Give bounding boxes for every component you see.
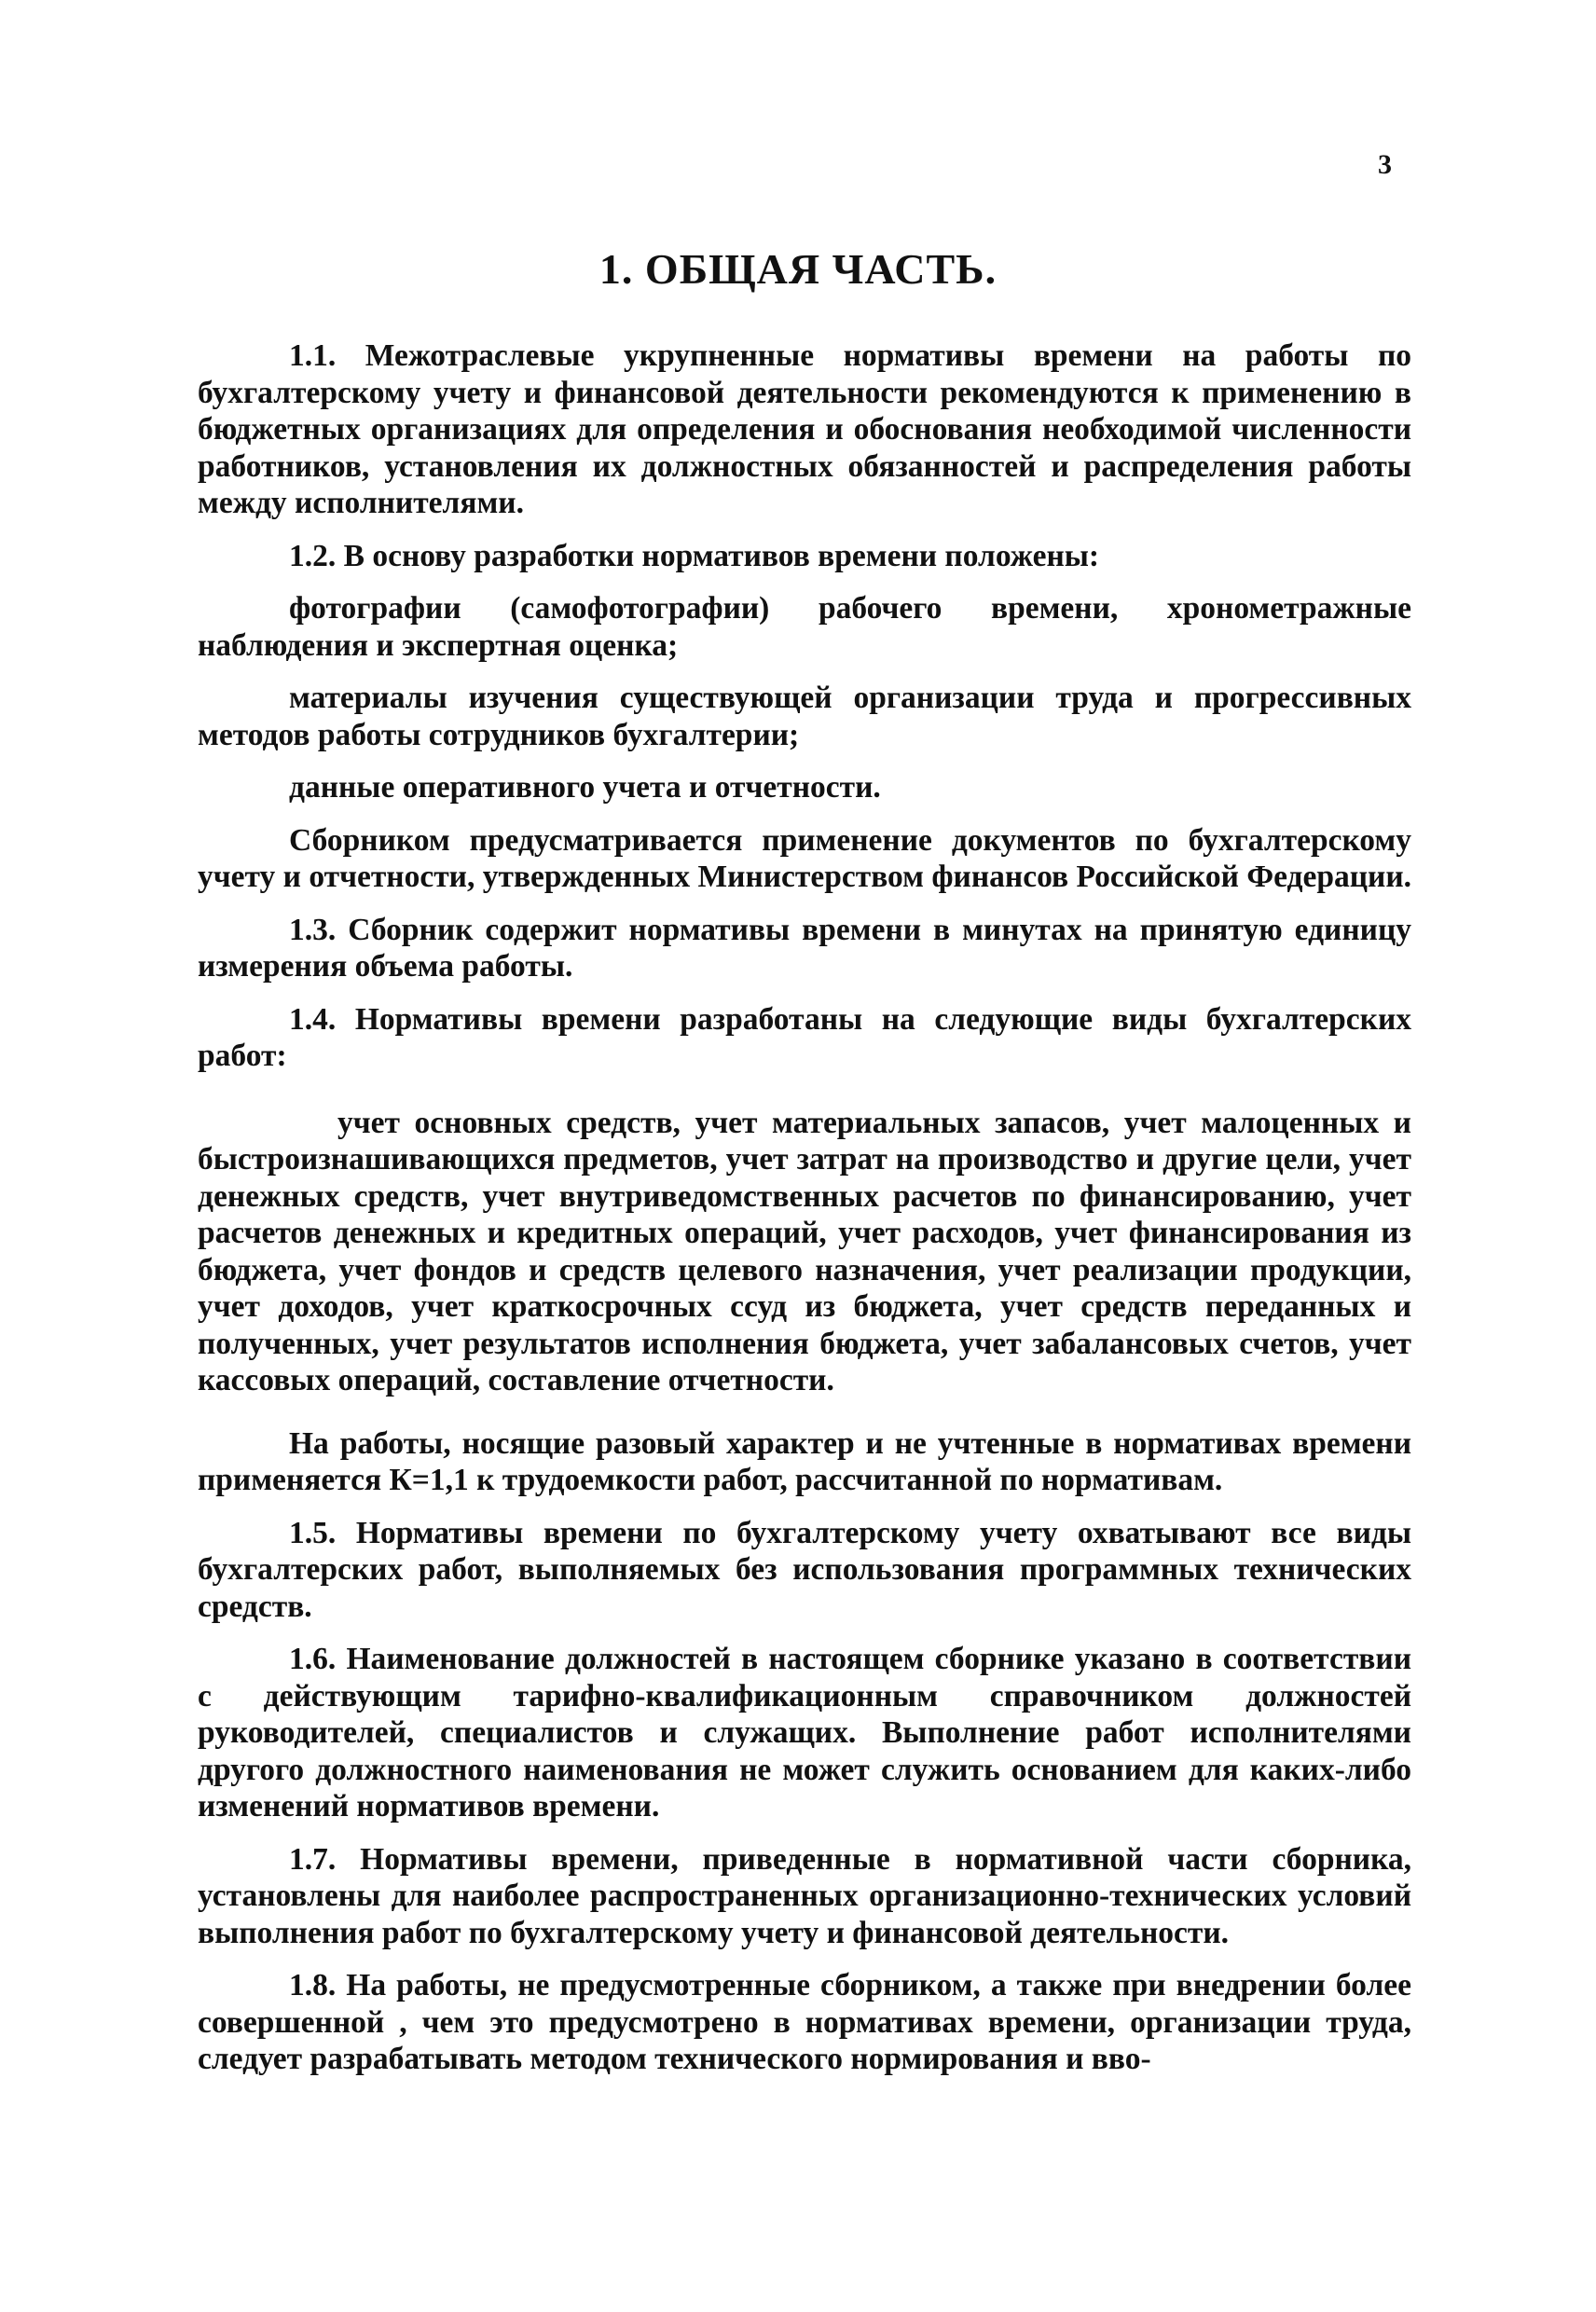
section-heading: 1. ОБЩАЯ ЧАСТЬ. — [598, 245, 998, 293]
paragraph-collection-docs: Сборником предусматривается применение документов по бухгалтерскому учету и отчетности, утвержденных Министерством финансов Российской Федерации. — [198, 822, 1412, 894]
paragraph-1-1: 1.1. Межотраслевые укрупненные нормативы времени на работы по бухгалтерскому учету и финансовой деятельности рекомендуются к применению в бюджетных организациях для определения и обоснования необходимой численности работников, установления их должностных обязанностей и распределения работы между исполнителями. — [198, 338, 1411, 520]
body-text — [198, 337, 1411, 2094]
paragraph-1-2-photos: фотографии (самофотографии) рабочего времени, хронометражные наблюдения и экспертная оценка; — [198, 591, 1411, 663]
paragraph-1-2: 1.2. В основу разработки нормативов времени положены: — [289, 538, 1100, 573]
paragraph-1-8: 1.8. На работы, не предусмотренные сборником, а также при внедрении более совершенной , чем это предусмотрено в нормативах времени, организации труда, следует разрабатывать методом технического нормирования и вво- — [198, 1968, 1411, 2076]
paragraph-one-time-work: На работы, носящие разовый характер и не учтенные в нормативах времени применяется К=1,1 к трудоемкости работ, рассчитанной по нормативам. — [198, 1425, 1411, 1497]
paragraph-1-4: 1.4. Нормативы времени разработаны на следующие виды бухгалтерских работ: — [198, 1001, 1411, 1073]
paragraph-1-2-data: данные оперативного учета и отчетности. — [289, 770, 881, 805]
paragraph-1-3: 1.3. Сборник содержит нормативы времени в минутах на принятую единицу измерения объема работы. — [198, 912, 1411, 984]
paragraph-1-6: 1.6. Наименование должностей в настоящем сборнике указано в соответствии с действующим тарифно-квалификационным справочником должностей руководителей, специалистов и служащих. Выполнение работ исполнителями другого должностного наименования не может служить основанием для каких-либо изменений нормативов времени. — [198, 1642, 1411, 1823]
paragraph-1-5: 1.5. Нормативы времени по бухгалтерскому учету охватывают все виды бухгалтерских работ, выполняемых без использования программных технических средств. — [198, 1515, 1411, 1624]
paragraph-1-4-list: учет основных средств, учет материальных запасов, учет малоценных и быстроизнашивающихся предметов, учет затрат на производство и другие цели, учет денежных средств, учет внутриведомственных расчетов по финансированию, учет расчетов денежных и кредитных операций, учет расходов, учет финансирования из бюджета, учет фондов и средств целевого назначения, учет реализации продукции, учет доходов, учет краткосрочных ссуд из бюджета, учет средств переданных и полученных, учет результатов исполнения бюджета, учет забалансовых счетов, учет кассовых операций, составление отчетности. — [198, 1105, 1411, 1397]
paragraph-1-7: 1.7. Нормативы времени, приведенные в нормативной части сборника, установлены для наиболее распространенных организационно-технических условий выполнения работ по бухгалтерскому учету и финансовой деятельности. — [198, 1841, 1411, 1950]
page-number: 3 — [1378, 149, 1392, 180]
paragraph-1-2-materials: материалы изучения существующей организации труда и прогрессивных методов работы сотрудников бухгалтерии; — [198, 681, 1411, 752]
